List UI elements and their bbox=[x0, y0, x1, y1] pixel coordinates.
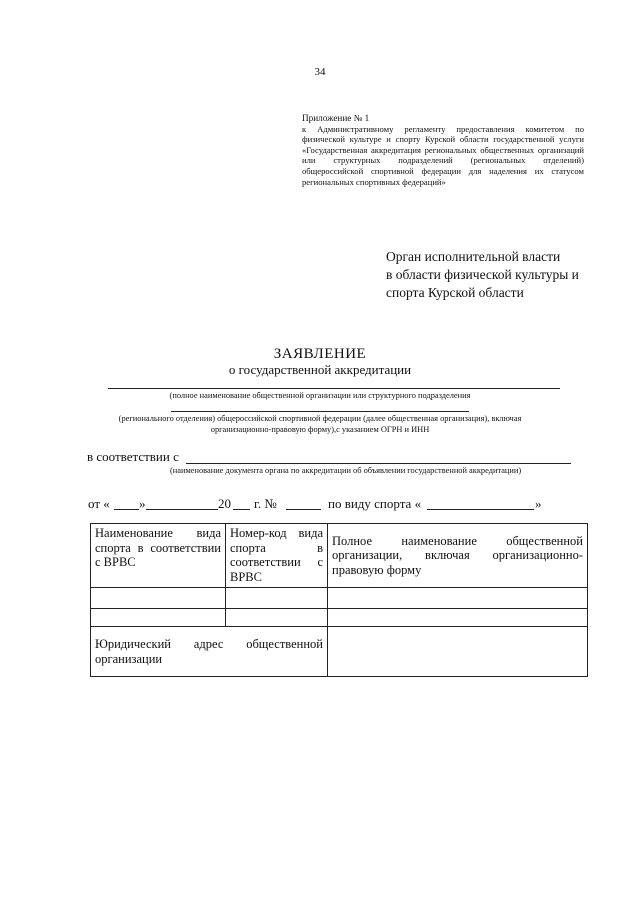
table-cell[interactable] bbox=[226, 588, 328, 609]
org-name-blank[interactable] bbox=[108, 388, 560, 389]
legal-address-row bbox=[91, 627, 588, 677]
document-name-caption: (наименование документа органа по аккредитации об объявлении государственной аккредитации) bbox=[170, 466, 522, 475]
appendix-text: к Административному регламенту предоставления комитетом по физической культуре и спорту Курской области государственной услуги «Государственная аккредитация региональных общественных организаций или структурных подразделений (региональных отделений) общероссийской спортивной федерации для наделения их статусом региональных спортивных федераций» bbox=[302, 123, 584, 187]
table-row bbox=[91, 588, 588, 609]
in-accordance-label: в соответствии с bbox=[87, 449, 179, 464]
date-from-label: от « bbox=[88, 496, 110, 511]
org-name-caption-1: (полное наименование общественной организации или структурного подразделения bbox=[169, 391, 471, 400]
table-cell[interactable] bbox=[226, 609, 328, 627]
sport-blank[interactable] bbox=[427, 509, 534, 510]
day-blank[interactable] bbox=[114, 509, 139, 510]
document-name-blank[interactable] bbox=[186, 463, 571, 464]
addressee-line: в области физической культуры и bbox=[386, 267, 579, 282]
header-org-name: Полное наименование общественной организации, включая организационно-правовую форму bbox=[328, 524, 588, 588]
number-blank[interactable] bbox=[286, 509, 321, 510]
sport-label: по виду спорта « bbox=[328, 496, 422, 511]
addressee-line: Орган исполнительной власти bbox=[386, 249, 561, 264]
year-blank[interactable] bbox=[233, 509, 250, 510]
document-title: ЗАЯВЛЕНИЕ bbox=[273, 346, 367, 362]
sport-close-quote: » bbox=[535, 496, 542, 511]
header-sport-name: Наименование вида спорта в соответствии с ВРВС bbox=[91, 524, 226, 588]
legal-address-label: Юридический адрес общественной организации bbox=[91, 627, 328, 677]
org-name-caption-3: организационно-правовую форму),с указанием ОГРН и ИНН bbox=[210, 425, 430, 434]
header-sport-code: Номер-код вида спорта в соответствии с ВРВС bbox=[226, 524, 328, 588]
appendix-title: Приложение № 1 bbox=[302, 113, 370, 123]
table-cell[interactable] bbox=[91, 609, 226, 627]
legal-address-cell[interactable] bbox=[328, 627, 588, 677]
table-cell[interactable] bbox=[328, 609, 588, 627]
appendix-block bbox=[302, 113, 584, 187]
table-row bbox=[91, 609, 588, 627]
date-close-quote: » bbox=[139, 496, 146, 511]
accreditation-table bbox=[90, 523, 588, 677]
number-label: г. № bbox=[254, 496, 277, 511]
table-header-row bbox=[91, 524, 588, 588]
table-cell[interactable] bbox=[328, 588, 588, 609]
addressee-line: спорта Курской области bbox=[386, 285, 524, 300]
org-name-blank-2[interactable] bbox=[171, 411, 469, 412]
month-blank[interactable] bbox=[146, 509, 218, 510]
org-name-caption-2: (регионального отделения) общероссийской спортивной федерации (далее общественная организация), включая bbox=[118, 414, 522, 423]
year-prefix: 20 bbox=[218, 496, 231, 511]
document-subtitle: о государственной аккредитации bbox=[228, 362, 412, 377]
addressee-block bbox=[386, 248, 606, 302]
table-cell[interactable] bbox=[91, 588, 226, 609]
page-number: 34 bbox=[314, 66, 326, 78]
